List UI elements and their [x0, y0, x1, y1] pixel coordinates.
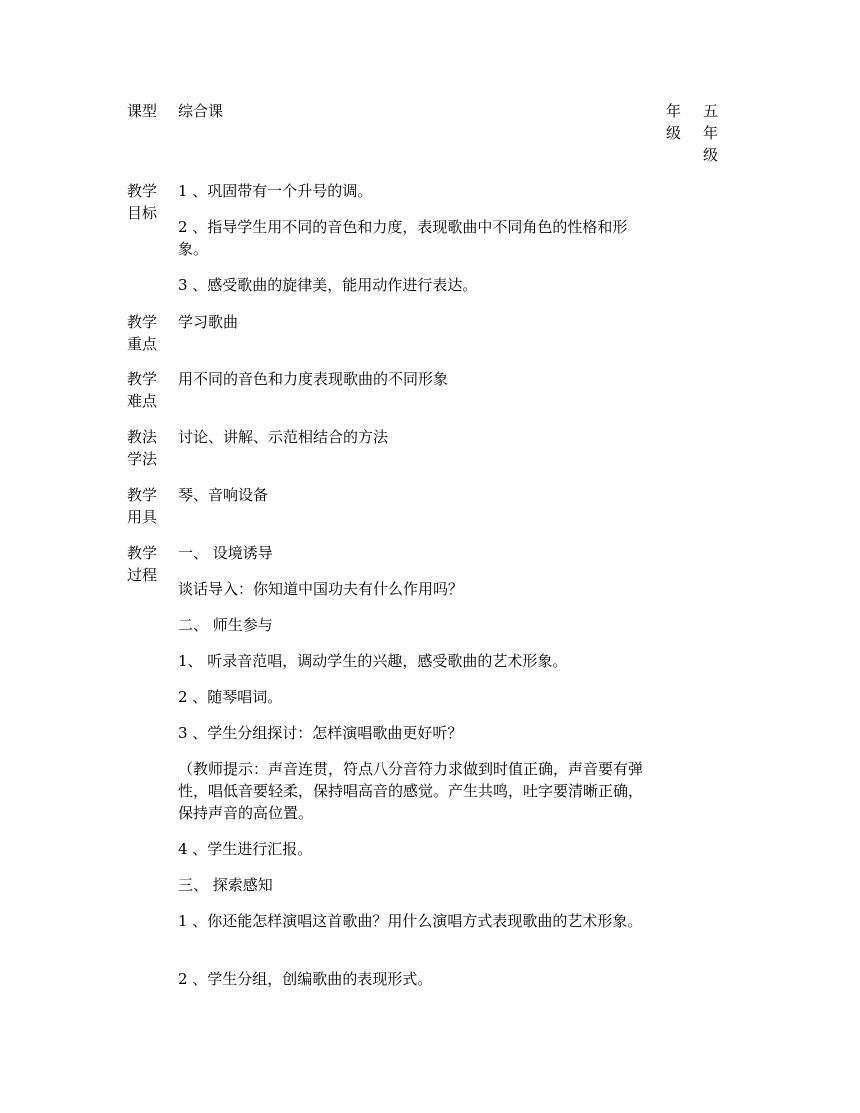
- process-item: 2 、学生分组，创编歌曲的表现形式。: [178, 970, 433, 988]
- process-item: 二、 师生参与: [178, 616, 273, 634]
- objective-item: 2 、指导学生用不同的音色和力度，表现歌曲中不同角色的性格和形象。: [178, 218, 628, 258]
- process-item: 4 、学生进行汇报。: [178, 840, 313, 858]
- grade-label: 年级: [666, 102, 682, 142]
- process-item: 1 、你还能怎样演唱这首歌曲？用什么演唱方式表现歌曲的艺术形象。: [178, 912, 643, 930]
- tools-value: 琴、音响设备: [178, 486, 269, 504]
- key-point-label: 教学重点: [127, 313, 158, 353]
- type-value: 综合课: [178, 102, 224, 120]
- methods-label: 教法学法: [127, 428, 158, 468]
- process-item: 三、 探索感知: [178, 876, 273, 894]
- difficulty-label: 教学难点: [127, 370, 158, 410]
- process-item: 1、 听录音范唱，调动学生的兴趣，感受歌曲的艺术形象。: [178, 652, 568, 670]
- process-item: 谈话导入：你知道中国功夫有什么作用吗？: [178, 580, 464, 598]
- objective-item: 3 、感受歌曲的旋律美，能用动作进行表达。: [178, 276, 478, 294]
- type-label: 课型: [127, 102, 158, 120]
- process-item: 2 、随琴唱词。: [178, 688, 283, 706]
- process-item: 一、 设境诱导: [178, 544, 273, 562]
- grade-value: 五年级: [703, 102, 719, 164]
- process-label: 教学过程: [127, 544, 158, 584]
- tools-label: 教学用具: [127, 486, 158, 526]
- process-item: 3 、学生分组探讨：怎样演唱歌曲更好听？: [178, 724, 463, 742]
- key-point-value: 学习歌曲: [178, 313, 239, 331]
- objective-item: 1 、巩固带有一个升号的调。: [178, 182, 373, 200]
- objectives-label: 教学目标: [127, 182, 158, 222]
- process-item: （教师提示：声音连贯，符点八分音符力求做到时值正确，声音要有弹性，唱低音要轻柔，保持唱高音的感觉。产生共鸣，吐字要清晰正确，保持声音的高位置。: [178, 760, 644, 822]
- methods-value: 讨论、讲解、示范相结合的方法: [178, 428, 389, 446]
- difficulty-value: 用不同的音色和力度表现歌曲的不同形象: [178, 370, 449, 388]
